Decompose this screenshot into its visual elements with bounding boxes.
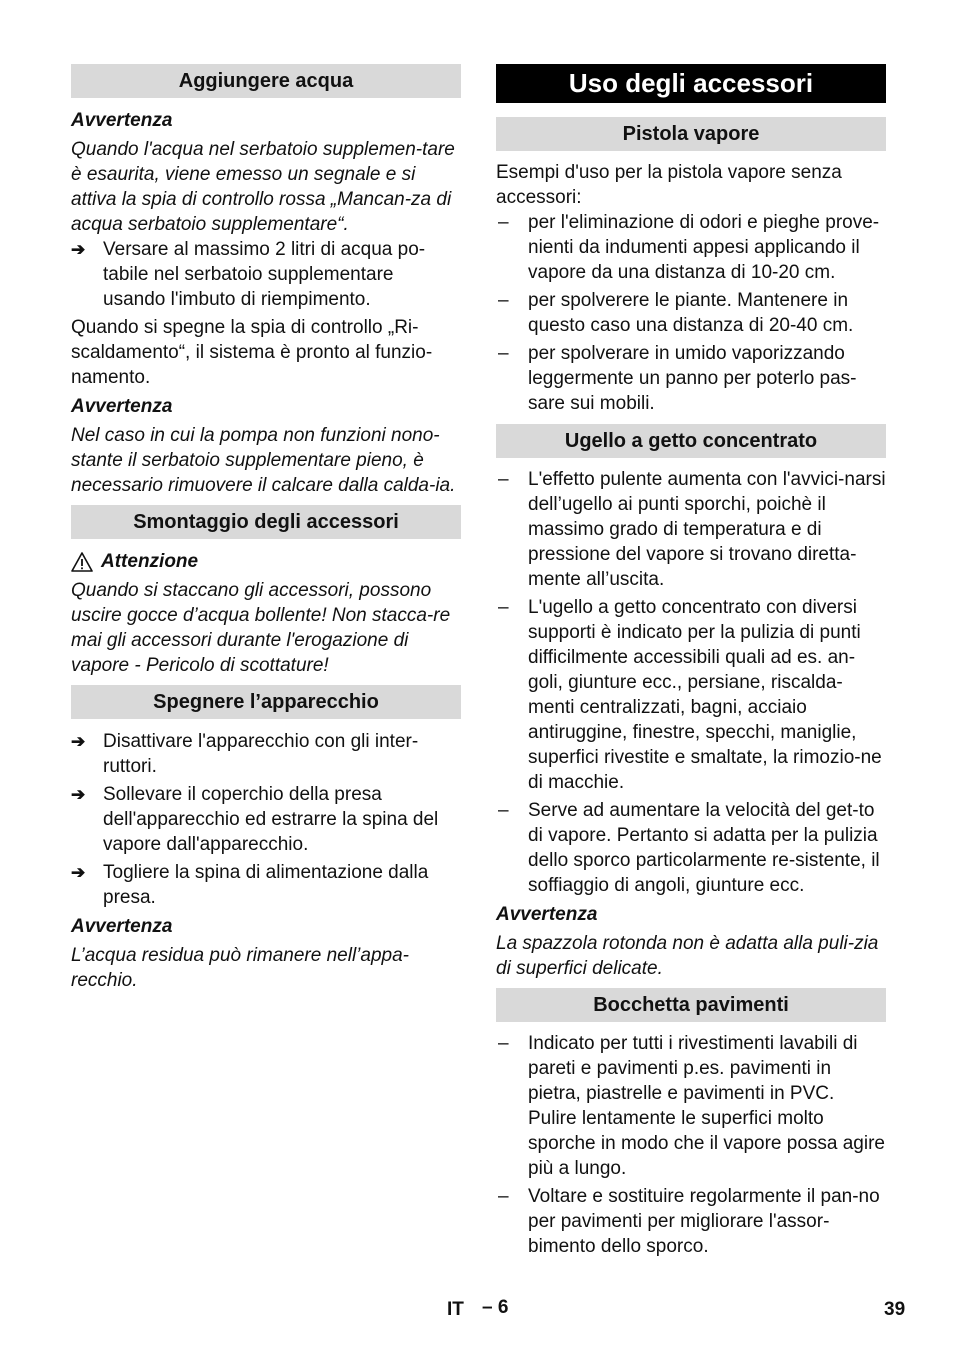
- instruction-step: ➔ Sollevare il coperchio della presa dell'apparecchio ed estrarre la spina del vapore dall'apparecchio.: [71, 782, 461, 857]
- note-text: Quando l'acqua nel serbatoio supplemen-tare è esaurita, viene emesso un segnale e si attiva la spia di controllo rossa „Mancan-za di acqua serbatoio supplementare“.: [71, 139, 455, 235]
- instruction-step: ➔ Togliere la spina di alimentazione dalla presa.: [71, 860, 461, 910]
- section-heading-pistola-vapore: Pistola vapore: [496, 117, 886, 151]
- note-heading: Avvertenza: [71, 916, 173, 937]
- paragraph: Esempi d'uso per la pistola vapore senza accessori:: [496, 162, 842, 208]
- page-number: 39: [884, 1299, 906, 1320]
- footer-sub-page: – 6: [482, 1297, 509, 1318]
- note-text: L’acqua residua può rimanere nell’appa-recchio.: [71, 945, 410, 991]
- section-heading-ugello: Ugello a getto concentrato: [496, 424, 886, 458]
- instruction-step: ➔ Disattivare l'apparecchio con gli inter-ruttori.: [71, 729, 461, 779]
- footer-language: IT: [447, 1299, 464, 1320]
- warning-label: Attenzione: [101, 551, 199, 572]
- list-item: – per spolverare in umido vaporizzando leggermente un panno per poterlo pas-sare sui mobili.: [496, 341, 886, 416]
- list-item: – Voltare e sostituire regolarmente il pan-no per pavimenti per migliorare l'assor-bimento dello sporco.: [496, 1184, 886, 1259]
- list-item: – L'ugello a getto concentrato con diversi supporti è indicato per la pulizia di punti difficilmente accessibili quali ad es. an-goli, giunture ecc., persiane, riscalda-menti centralizzati, bagni, acciaio antiruggine, finestre, specchi, maniglie, superfici rivestite e smaltate, la rimozio-ne di macchie.: [496, 595, 886, 795]
- note-heading: Avvertenza: [71, 110, 173, 131]
- section-heading-spegnere: Spegnere l’apparecchio: [71, 685, 461, 719]
- note-heading: Avvertenza: [496, 904, 598, 925]
- paragraph: Quando si spegne la spia di controllo „Ri-scaldamento“, il sistema è pronto al funzio-namento.: [71, 317, 433, 388]
- section-heading-smontaggio: Smontaggio degli accessori: [71, 505, 461, 539]
- list-item: – L'effetto pulente aumenta con l'avvici-narsi dell’ugello ai punti sporchi, poichè il massimo grado di temperatura e di pressione del vapore si trovano diretta-mente all’uscita.: [496, 467, 886, 592]
- note-text: La spazzola rotonda non è adatta alla puli-zia di superfici delicate.: [496, 933, 879, 979]
- section-heading-aggiungere-acqua: Aggiungere acqua: [71, 64, 461, 98]
- right-column: [496, 64, 886, 1259]
- note-text: Nel caso in cui la pompa non funzioni nono-stante il serbatoio supplementare pieno, è necessario rimuovere il calcare dalla calda-ia.: [71, 425, 456, 496]
- warning-triangle-icon: [71, 551, 93, 573]
- note-heading: Avvertenza: [71, 396, 173, 417]
- chapter-title: Uso degli accessori: [496, 64, 886, 103]
- warning-heading: [71, 549, 461, 574]
- list-item: – Serve ad aumentare la velocità del get-to di vapore. Pertanto si adatta per la pulizia dello sporco particolarmente re-sistente, il soffiaggio di angoli, giunture ecc.: [496, 798, 886, 898]
- list-item: – per spolverere le piante. Mantenere in questo caso una distanza di 20-40 cm.: [496, 288, 886, 338]
- warning-text: Quando si staccano gli accessori, possono uscire gocce d’acqua bollente! Non stacca-re mai gli accessori durante l'erogazione di vapore - Pericolo di scottature!: [71, 580, 451, 676]
- section-heading-bocchetta: Bocchetta pavimenti: [496, 988, 886, 1022]
- list-item: – Indicato per tutti i rivestimenti lavabili di pareti e pavimenti p.es. pavimenti in pietra, piastrelle e pavimenti in PVC. Pulire lentamente le superfici molto sporche in modo che il vapore possa agire più a lungo.: [496, 1031, 886, 1181]
- left-column: [71, 64, 461, 993]
- list-item: – per l'eliminazione di odori e pieghe prove-nienti da indumenti appesi applicando il vapore da una distanza di 10-20 cm.: [496, 210, 886, 285]
- instruction-step: ➔ Versare al massimo 2 litri di acqua po-tabile nel serbatoio supplementare usando l'imbuto di riempimento.: [71, 237, 461, 312]
